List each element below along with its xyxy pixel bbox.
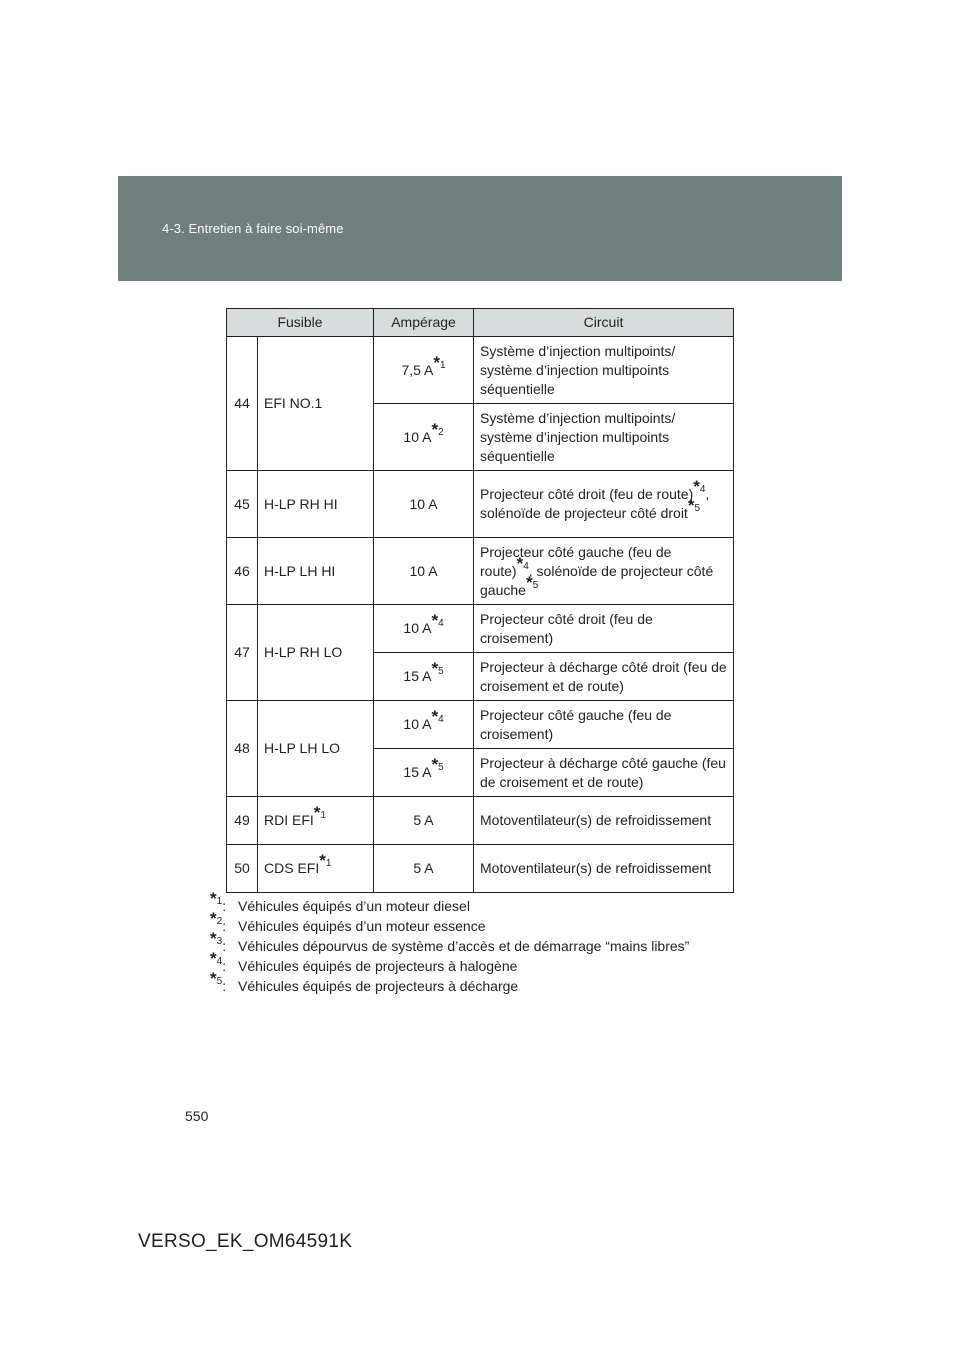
footnote: $^{*5}$: Véhicules équipés de projecteurs à décharge xyxy=(210,969,519,994)
fuse-amperage: 5 A xyxy=(374,797,474,845)
fuse-number: 45 xyxy=(227,471,258,538)
fuse-name: H-LP RH HI xyxy=(258,471,374,538)
footnotes xyxy=(210,889,690,996)
page-number: 550 xyxy=(185,1108,209,1124)
fuse-table xyxy=(226,308,734,893)
fuse-name: RDI EFI$^{*1}$ xyxy=(258,797,374,845)
fuse-name: H-LP LH HI xyxy=(258,538,374,605)
table-header-row xyxy=(227,309,734,337)
fuse-circuit: Projecteur côté gauche (feu de route)$^{*4}$, solénoïde de projecteur côté gauche$^{*5}$ xyxy=(474,538,734,605)
fuse-name: H-LP RH LO xyxy=(258,605,374,701)
fuse-circuit: Motoventilateur(s) de refroidissement xyxy=(474,797,734,845)
fuse-amperage: 7,5 $A^{*1}$ xyxy=(374,337,474,404)
fuse-amperage: 10 $A^{*4}$ xyxy=(374,701,474,749)
fuse-amperage: 10 $A^{*2}$ xyxy=(374,404,474,471)
fuse-name: H-LP LH LO xyxy=(258,701,374,797)
fuse-circuit: Système d’injection multipoints/ système d’injection multipoints séquentielle xyxy=(474,404,734,471)
footnote: $^{*3}$: Véhicules dépourvus de système d’accès et de démarrage “mains libres” xyxy=(210,929,690,954)
fuse-circuit: Motoventilateur(s) de refroidissement xyxy=(474,845,734,893)
fuse-circuit: Projecteur côté droit (feu de croisement) xyxy=(474,605,734,653)
fuse-number: 49 xyxy=(227,797,258,845)
fuse-amperage: 5 A xyxy=(374,845,474,893)
document-code: VERSO_EK_OM64591K xyxy=(138,1231,353,1252)
fuse-amperage: 10 A xyxy=(374,538,474,605)
fuse-circuit: Système d’injection multipoints/ système d’injection multipoints séquentielle xyxy=(474,337,734,404)
fuse-name: CDS EFI$^{*1}$ xyxy=(258,845,374,893)
fuse-amperage: 10 $A^{*4}$ xyxy=(374,605,474,653)
fuse-circuit: Projecteur à décharge côté droit (feu de croisement et de route) xyxy=(474,653,734,701)
table-row xyxy=(227,605,734,653)
fuse-amperage: 10 A xyxy=(374,471,474,538)
fuse-circuit: Projecteur à décharge côté gauche (feu de croisement et de route) xyxy=(474,749,734,797)
fuse-amperage: 15 $A^{*5}$ xyxy=(374,749,474,797)
fuse-number: 48 xyxy=(227,701,258,797)
fuse-number: 46 xyxy=(227,538,258,605)
table-row xyxy=(227,845,734,893)
fuse-number: 50 xyxy=(227,845,258,893)
fuse-name: EFI NO.1 xyxy=(258,337,374,471)
column-header-fusible: Fusible xyxy=(227,309,374,337)
fuse-circuit: Projecteur côté droit (feu de route)$^{*4}$, solénoïde de projecteur côté droit$^{*5}$ xyxy=(474,471,734,538)
column-header-amperage: Ampérage xyxy=(374,309,474,337)
footnote: $^{*1}$: Véhicules équipés d’un moteur diesel xyxy=(210,889,470,914)
table-row xyxy=(227,797,734,845)
fuse-amperage: 15 $A^{*5}$ xyxy=(374,653,474,701)
table-row xyxy=(227,538,734,605)
table-row xyxy=(227,337,734,404)
fuse-number: 44 xyxy=(227,337,258,471)
section-title: 4-3. Entretien à faire soi-même xyxy=(162,221,344,236)
table-row xyxy=(227,471,734,538)
column-header-circuit: Circuit xyxy=(474,309,734,337)
footnote: $^{*4}$: Véhicules équipés de projecteurs à halogène xyxy=(210,949,518,974)
table-row xyxy=(227,701,734,749)
header-band xyxy=(118,176,842,281)
fuse-circuit: Projecteur côté gauche (feu de croisement) xyxy=(474,701,734,749)
footnote: $^{*2}$: Véhicules équipés d’un moteur essence xyxy=(210,909,486,934)
fuse-number: 47 xyxy=(227,605,258,701)
